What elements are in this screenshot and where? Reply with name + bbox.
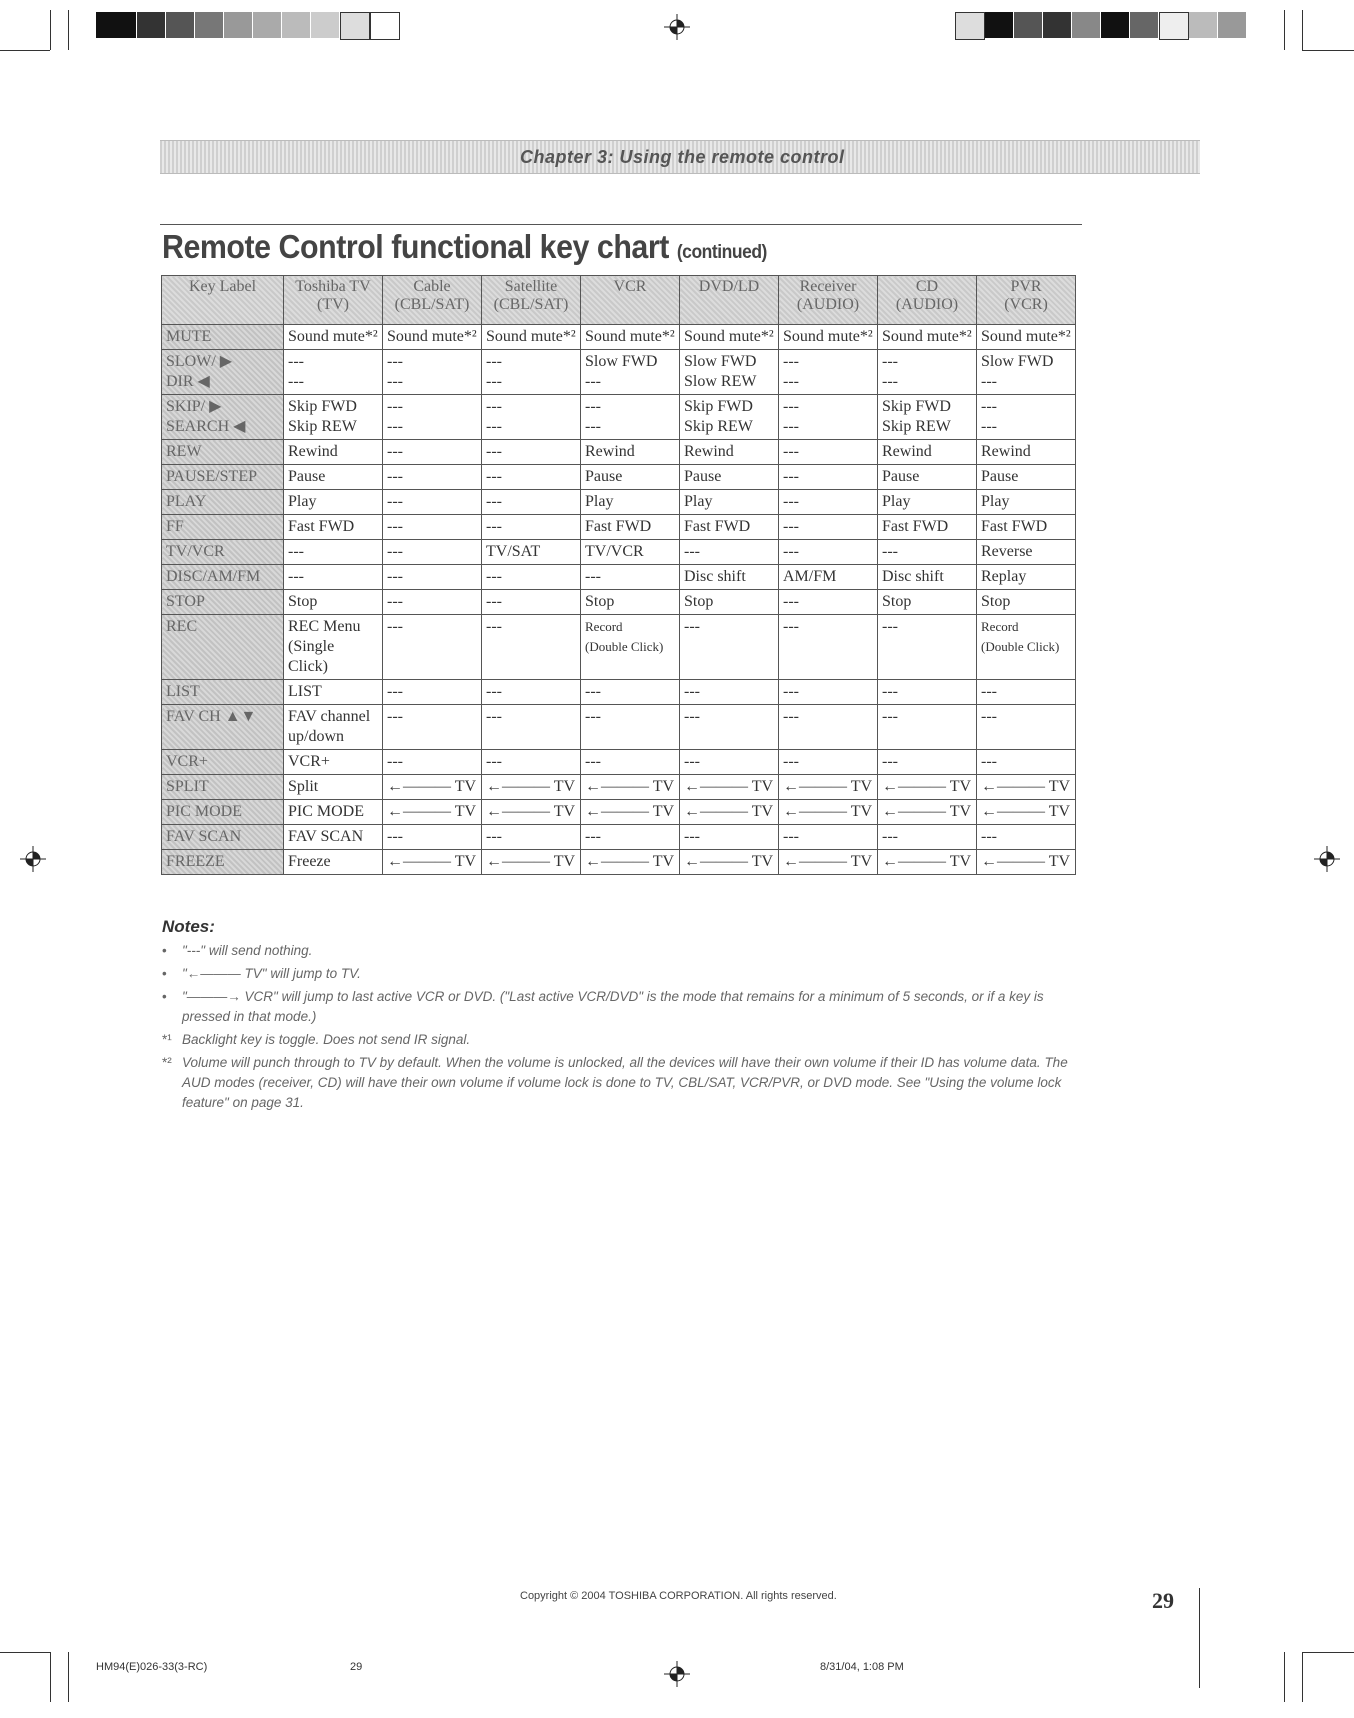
table-cell: --- --- bbox=[878, 350, 977, 395]
table-row bbox=[162, 680, 1076, 705]
table-cell: --- bbox=[383, 565, 482, 590]
color-bar-left bbox=[96, 12, 400, 38]
table-cell: FAV channel up/down bbox=[284, 705, 383, 750]
key-label-cell: SKIP/ ▶ SEARCH ◀ bbox=[162, 395, 284, 440]
note-item bbox=[162, 941, 1092, 961]
table-cell: PIC MODE bbox=[284, 800, 383, 825]
table-cell: ←——— TV bbox=[383, 850, 482, 875]
table-row bbox=[162, 850, 1076, 875]
table-cell: LIST bbox=[284, 680, 383, 705]
key-label-cell: STOP bbox=[162, 590, 284, 615]
table-row bbox=[162, 825, 1076, 850]
table-row bbox=[162, 800, 1076, 825]
note-item bbox=[162, 1053, 1092, 1113]
registration-target-icon bbox=[1314, 846, 1340, 872]
table-cell: Reverse bbox=[977, 540, 1076, 565]
key-label-cell: FAV SCAN bbox=[162, 825, 284, 850]
column-header: VCR bbox=[581, 276, 680, 325]
table-cell: --- bbox=[482, 680, 581, 705]
table-cell: ←——— TV bbox=[779, 775, 878, 800]
table-row bbox=[162, 615, 1076, 680]
chapter-banner bbox=[160, 140, 1200, 174]
table-row bbox=[162, 325, 1076, 350]
table-cell: --- bbox=[383, 540, 482, 565]
table-header-row bbox=[162, 276, 1076, 325]
table-cell: Sound mute*² bbox=[581, 325, 680, 350]
table-cell: --- bbox=[680, 705, 779, 750]
table-cell: --- bbox=[383, 825, 482, 850]
page-number: 29 bbox=[1152, 1588, 1174, 1613]
table-cell: Rewind bbox=[581, 440, 680, 465]
table-cell: Pause bbox=[977, 465, 1076, 490]
key-label-cell: FF bbox=[162, 515, 284, 540]
table-cell: ←——— TV bbox=[878, 775, 977, 800]
table-cell: --- bbox=[581, 565, 680, 590]
table-cell: --- bbox=[680, 680, 779, 705]
table-cell: Skip FWD Skip REW bbox=[878, 395, 977, 440]
slug-file: HM94(E)026-33(3-RC) bbox=[96, 1661, 208, 1673]
table-row bbox=[162, 540, 1076, 565]
table-cell: Stop bbox=[284, 590, 383, 615]
note-text: "←——— TV" will jump to TV. bbox=[182, 966, 361, 981]
table-cell: TV/VCR bbox=[581, 540, 680, 565]
table-cell: ←——— TV bbox=[383, 775, 482, 800]
crop-mark bbox=[50, 10, 51, 50]
table-cell: Fast FWD bbox=[680, 515, 779, 540]
table-cell: --- bbox=[581, 750, 680, 775]
note-item bbox=[162, 987, 1092, 1027]
table-cell: --- bbox=[878, 615, 977, 680]
table-cell: ←——— TV bbox=[482, 775, 581, 800]
table-cell: --- bbox=[779, 490, 878, 515]
table-cell: --- bbox=[581, 705, 680, 750]
table-cell: Rewind bbox=[977, 440, 1076, 465]
table-cell: --- bbox=[779, 440, 878, 465]
table-cell: --- bbox=[284, 565, 383, 590]
table-cell: --- bbox=[779, 705, 878, 750]
table-cell: VCR+ bbox=[284, 750, 383, 775]
table-cell: --- bbox=[878, 540, 977, 565]
table-row bbox=[162, 395, 1076, 440]
table-cell: --- bbox=[779, 590, 878, 615]
key-chart-table bbox=[161, 275, 1076, 875]
table-row bbox=[162, 515, 1076, 540]
table-cell: ←——— TV bbox=[482, 800, 581, 825]
table-cell: Sound mute*² bbox=[680, 325, 779, 350]
table-cell: Pause bbox=[878, 465, 977, 490]
table-cell: Rewind bbox=[878, 440, 977, 465]
table-row bbox=[162, 565, 1076, 590]
notes-heading: Notes: bbox=[162, 917, 215, 936]
table-cell: --- bbox=[383, 590, 482, 615]
table-cell: Disc shift bbox=[878, 565, 977, 590]
column-header: Key Label bbox=[162, 276, 284, 325]
table-cell: --- bbox=[482, 825, 581, 850]
table-cell: --- bbox=[779, 750, 878, 775]
table-cell: --- bbox=[383, 680, 482, 705]
column-header: Satellite (CBL/SAT) bbox=[482, 276, 581, 325]
table-row bbox=[162, 350, 1076, 395]
crop-mark bbox=[0, 1652, 50, 1653]
note-text: Volume will punch through to TV by default. When the volume is unlocked, all the devices will have their own volume if their ID has volume data. The AUD modes (receiver, CD) will have their own volume if volume lock is done to TV, CBL/SAT, VCR/PVR, or DVD mode. See "Using the volume lock feature" on page 31. bbox=[182, 1055, 1068, 1110]
crop-mark bbox=[0, 50, 50, 51]
table-cell: --- bbox=[779, 825, 878, 850]
table-cell: ←——— TV bbox=[977, 775, 1076, 800]
key-label-cell: PIC MODE bbox=[162, 800, 284, 825]
table-row bbox=[162, 750, 1076, 775]
key-label-cell: SPLIT bbox=[162, 775, 284, 800]
table-cell: --- --- bbox=[482, 395, 581, 440]
table-cell: --- --- bbox=[779, 395, 878, 440]
registration-target-icon bbox=[664, 1661, 690, 1687]
table-cell: --- --- bbox=[383, 350, 482, 395]
table-cell: --- bbox=[779, 540, 878, 565]
table-cell: ←——— TV bbox=[878, 800, 977, 825]
table-cell: --- bbox=[977, 750, 1076, 775]
table-cell: Split bbox=[284, 775, 383, 800]
table-cell: --- bbox=[779, 680, 878, 705]
crop-mark bbox=[50, 1652, 51, 1702]
table-cell: Pause bbox=[581, 465, 680, 490]
slug-page: 29 bbox=[350, 1661, 363, 1673]
key-label-cell: VCR+ bbox=[162, 750, 284, 775]
table-cell: --- bbox=[482, 590, 581, 615]
table-cell: Sound mute*² bbox=[779, 325, 878, 350]
note-marker: • bbox=[162, 989, 167, 1004]
key-label-cell: FAV CH ▲▼ bbox=[162, 705, 284, 750]
table-cell: --- bbox=[482, 515, 581, 540]
table-cell: AM/FM bbox=[779, 565, 878, 590]
table-cell: ←——— TV bbox=[581, 800, 680, 825]
slug-date: 8/31/04, 1:08 PM bbox=[820, 1661, 904, 1673]
table-cell: --- bbox=[581, 680, 680, 705]
table-row bbox=[162, 440, 1076, 465]
note-text: Backlight key is toggle. Does not send IR signal. bbox=[182, 1032, 471, 1047]
table-cell: Record (Double Click) bbox=[581, 615, 680, 680]
note-text: "---" will send nothing. bbox=[182, 943, 313, 958]
table-cell: --- bbox=[383, 490, 482, 515]
table-cell: Fast FWD bbox=[878, 515, 977, 540]
table-cell: Stop bbox=[977, 590, 1076, 615]
title-rule bbox=[160, 224, 1082, 225]
crop-mark bbox=[1302, 1652, 1354, 1653]
column-header: Toshiba TV (TV) bbox=[284, 276, 383, 325]
table-cell: --- bbox=[383, 515, 482, 540]
table-row bbox=[162, 490, 1076, 515]
table-cell: ←——— TV bbox=[680, 850, 779, 875]
table-cell: Pause bbox=[284, 465, 383, 490]
table-cell: Play bbox=[977, 490, 1076, 515]
table-cell: --- bbox=[779, 465, 878, 490]
table-cell: --- bbox=[779, 615, 878, 680]
table-cell: --- bbox=[878, 750, 977, 775]
key-label-cell: DISC/AM/FM bbox=[162, 565, 284, 590]
registration-target-icon bbox=[20, 846, 46, 872]
table-cell: --- bbox=[680, 540, 779, 565]
table-cell: --- bbox=[383, 465, 482, 490]
note-marker: • bbox=[162, 966, 167, 981]
note-item bbox=[162, 964, 1092, 984]
table-cell: --- bbox=[581, 825, 680, 850]
table-cell: --- bbox=[482, 705, 581, 750]
table-cell: Sound mute*² bbox=[977, 325, 1076, 350]
key-label-cell: TV/VCR bbox=[162, 540, 284, 565]
table-cell: Sound mute*² bbox=[878, 325, 977, 350]
table-cell: Fast FWD bbox=[581, 515, 680, 540]
table-cell: TV/SAT bbox=[482, 540, 581, 565]
table-cell: Play bbox=[581, 490, 680, 515]
registration-target-icon bbox=[664, 14, 690, 40]
column-header: CD (AUDIO) bbox=[878, 276, 977, 325]
key-label-cell: FREEZE bbox=[162, 850, 284, 875]
table-cell: Record (Double Click) bbox=[977, 615, 1076, 680]
table-cell: --- bbox=[482, 465, 581, 490]
page-title-suffix: (continued) bbox=[676, 242, 767, 263]
column-header: Cable (CBL/SAT) bbox=[383, 276, 482, 325]
table-cell: --- bbox=[482, 440, 581, 465]
table-cell: --- --- bbox=[482, 350, 581, 395]
table-cell: ←——— TV bbox=[878, 850, 977, 875]
table-cell: --- bbox=[383, 705, 482, 750]
table-cell: --- bbox=[383, 440, 482, 465]
table-cell: ←——— TV bbox=[977, 800, 1076, 825]
table-cell: --- --- bbox=[977, 395, 1076, 440]
note-marker: • bbox=[162, 943, 167, 958]
table-cell: Pause bbox=[680, 465, 779, 490]
table-cell: ←——— TV bbox=[581, 850, 680, 875]
table-cell: --- --- bbox=[284, 350, 383, 395]
crop-mark bbox=[1302, 1652, 1303, 1702]
crop-mark bbox=[1302, 10, 1303, 50]
table-cell: FAV SCAN bbox=[284, 825, 383, 850]
table-cell: --- bbox=[482, 615, 581, 680]
table-cell: Sound mute*² bbox=[284, 325, 383, 350]
table-cell: --- bbox=[383, 615, 482, 680]
table-cell: --- bbox=[977, 705, 1076, 750]
crop-mark bbox=[1284, 10, 1285, 50]
crop-mark bbox=[68, 10, 69, 50]
column-header: PVR (VCR) bbox=[977, 276, 1076, 325]
table-cell: ←——— TV bbox=[680, 800, 779, 825]
crop-mark bbox=[1284, 1652, 1285, 1702]
crop-mark bbox=[68, 1652, 69, 1702]
table-cell: Stop bbox=[878, 590, 977, 615]
table-cell: Fast FWD bbox=[977, 515, 1076, 540]
table-cell: ←——— TV bbox=[383, 800, 482, 825]
table-cell: --- --- bbox=[383, 395, 482, 440]
note-item bbox=[162, 1030, 1092, 1050]
table-cell: ←——— TV bbox=[779, 850, 878, 875]
table-cell: Fast FWD bbox=[284, 515, 383, 540]
table-cell: ←——— TV bbox=[482, 850, 581, 875]
table-row bbox=[162, 465, 1076, 490]
table-cell: --- bbox=[977, 825, 1076, 850]
table-cell: Sound mute*² bbox=[482, 325, 581, 350]
key-label-cell: REW bbox=[162, 440, 284, 465]
note-marker: *² bbox=[162, 1055, 172, 1070]
column-header: Receiver (AUDIO) bbox=[779, 276, 878, 325]
table-row bbox=[162, 590, 1076, 615]
table-cell: --- bbox=[878, 825, 977, 850]
table-cell: --- bbox=[680, 825, 779, 850]
color-bar-right bbox=[955, 12, 1247, 38]
table-cell: Freeze bbox=[284, 850, 383, 875]
key-label-cell: MUTE bbox=[162, 325, 284, 350]
table-cell: --- --- bbox=[581, 395, 680, 440]
table-cell: Slow FWD --- bbox=[977, 350, 1076, 395]
table-cell: Rewind bbox=[284, 440, 383, 465]
table-cell: --- bbox=[878, 705, 977, 750]
page-title bbox=[162, 228, 767, 266]
table-cell: --- bbox=[680, 750, 779, 775]
table-cell: Play bbox=[878, 490, 977, 515]
table-row bbox=[162, 775, 1076, 800]
table-cell: Rewind bbox=[680, 440, 779, 465]
table-cell: ←——— TV bbox=[581, 775, 680, 800]
table-cell: Slow FWD Slow REW bbox=[680, 350, 779, 395]
table-cell: Skip FWD Skip REW bbox=[680, 395, 779, 440]
table-cell: ←——— TV bbox=[779, 800, 878, 825]
table-cell: --- bbox=[284, 540, 383, 565]
note-marker: *¹ bbox=[162, 1032, 172, 1047]
table-cell: Disc shift bbox=[680, 565, 779, 590]
table-cell: ←——— TV bbox=[977, 850, 1076, 875]
column-header: DVD/LD bbox=[680, 276, 779, 325]
table-cell: --- bbox=[482, 565, 581, 590]
copyright: Copyright © 2004 TOSHIBA CORPORATION. All rights reserved. bbox=[520, 1590, 837, 1602]
note-text: "———→ VCR" will jump to last active VCR or DVD. ("Last active VCR/DVD" is the mode that remains for a minimum of 5 seconds, or if a key is pressed in that mode.) bbox=[182, 989, 1044, 1024]
table-cell: --- --- bbox=[779, 350, 878, 395]
table-cell: REC Menu (Single Click) bbox=[284, 615, 383, 680]
table-row bbox=[162, 705, 1076, 750]
page-title-main: Remote Control functional key chart bbox=[162, 228, 669, 265]
key-label-cell: REC bbox=[162, 615, 284, 680]
table-cell: --- bbox=[680, 615, 779, 680]
key-label-cell: PAUSE/STEP bbox=[162, 465, 284, 490]
notes-section bbox=[162, 917, 1092, 1116]
crop-mark bbox=[1302, 50, 1354, 51]
table-cell: Skip FWD Skip REW bbox=[284, 395, 383, 440]
chapter-title: Chapter 3: Using the remote control bbox=[520, 147, 845, 167]
table-cell: Stop bbox=[680, 590, 779, 615]
table-cell: --- bbox=[482, 750, 581, 775]
table-cell: --- bbox=[383, 750, 482, 775]
table-cell: --- bbox=[482, 490, 581, 515]
table-cell: ←——— TV bbox=[680, 775, 779, 800]
table-cell: Sound mute*² bbox=[383, 325, 482, 350]
crop-mark bbox=[1199, 1588, 1200, 1688]
key-label-cell: SLOW/ ▶ DIR ◀ bbox=[162, 350, 284, 395]
table-cell: --- bbox=[779, 515, 878, 540]
key-label-cell: LIST bbox=[162, 680, 284, 705]
table-cell: Play bbox=[284, 490, 383, 515]
table-cell: Stop bbox=[581, 590, 680, 615]
table-cell: --- bbox=[977, 680, 1076, 705]
key-label-cell: PLAY bbox=[162, 490, 284, 515]
table-cell: --- bbox=[878, 680, 977, 705]
table-cell: Play bbox=[680, 490, 779, 515]
table-cell: Slow FWD --- bbox=[581, 350, 680, 395]
table-cell: Replay bbox=[977, 565, 1076, 590]
